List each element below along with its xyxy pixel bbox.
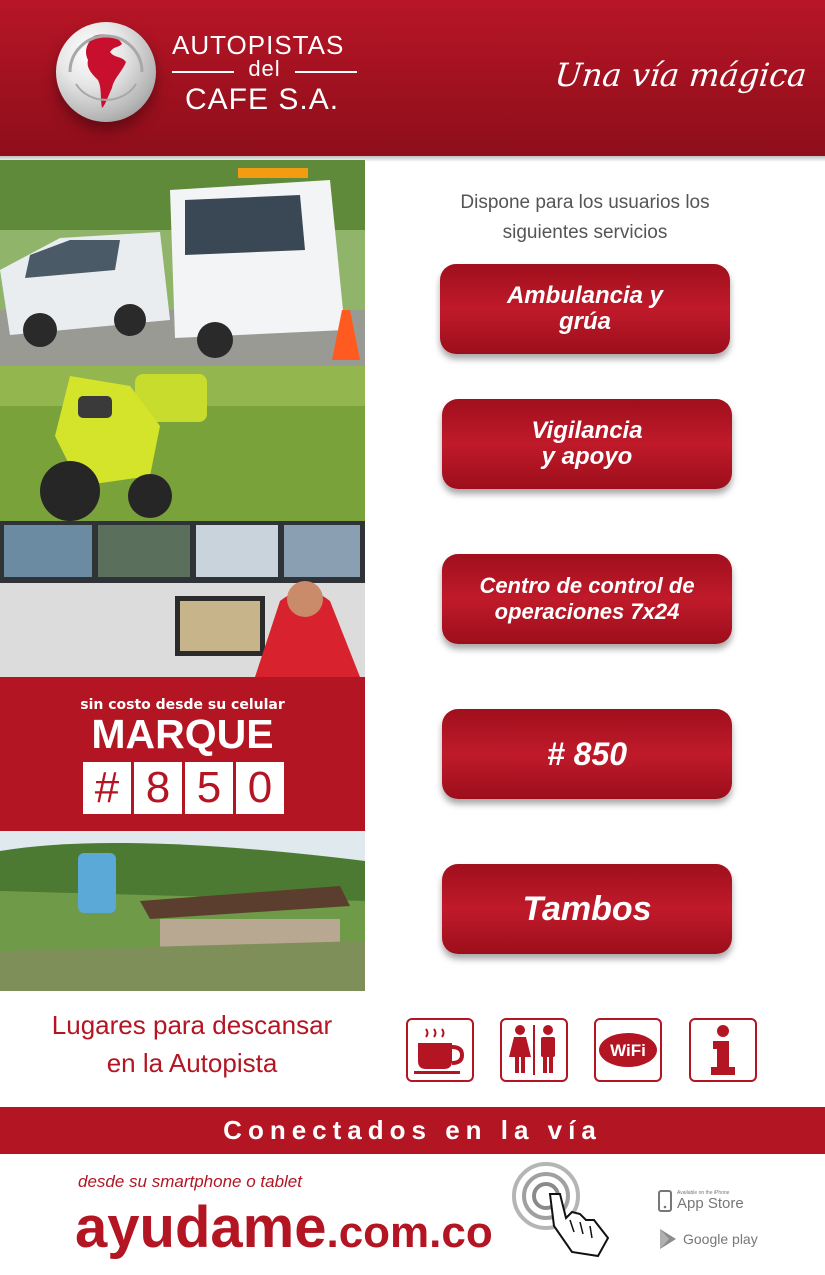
phone-digit: 0 xyxy=(236,762,284,814)
app-store-label: App Store xyxy=(677,1195,744,1212)
service-button-ambulance[interactable] xyxy=(440,264,730,354)
marque-panel xyxy=(0,677,365,831)
info-icon xyxy=(689,1018,757,1082)
photo-patrol-motorcycle xyxy=(0,366,365,521)
wifi-icon xyxy=(594,1018,662,1082)
service-label: # 850 xyxy=(546,736,628,772)
marque-subtitle: sin costo desde su celular xyxy=(80,697,285,713)
touch-hand-icon xyxy=(510,1160,620,1264)
coffee-cup-icon xyxy=(406,1018,474,1082)
services-intro-line1: Dispone para los usuarios los xyxy=(460,192,710,213)
service-label-line1: Centro de control de xyxy=(479,573,695,598)
service-label-line2: y apoyo xyxy=(541,443,633,470)
rest-area-text xyxy=(22,1006,362,1082)
brand-rule-right xyxy=(295,71,357,73)
website-link[interactable] xyxy=(75,1194,493,1261)
app-store-badge[interactable] xyxy=(658,1190,744,1212)
services-intro xyxy=(420,188,750,248)
service-button-surveillance[interactable] xyxy=(442,399,732,489)
photo-service-vehicles xyxy=(0,160,365,366)
phone-digit: 5 xyxy=(185,762,233,814)
connected-banner: Conectados en la vía xyxy=(0,1107,825,1154)
website-name: ayudame xyxy=(75,1195,327,1260)
brand-connector: del xyxy=(248,56,281,81)
service-label: Tambos xyxy=(522,890,652,928)
slogan: Una vía mágica xyxy=(553,56,809,94)
marque-title: MARQUE xyxy=(91,711,274,757)
brand-company: CAFE S.A. xyxy=(185,83,340,116)
wifi-label: WiFi xyxy=(610,1041,646,1060)
footer-subtitle: desde su smartphone o tablet xyxy=(78,1172,302,1191)
brand-name: AUTOPISTAS xyxy=(172,30,345,60)
header-banner xyxy=(0,0,825,156)
photo-control-center xyxy=(0,521,365,677)
phone-digit: # xyxy=(83,762,131,814)
rest-area-line2: en la Autopista xyxy=(106,1048,278,1078)
phone-digit: 8 xyxy=(134,762,182,814)
service-label-line1: Vigilancia xyxy=(531,417,643,444)
website-domain: .com.co xyxy=(326,1208,493,1257)
service-label-line2: operaciones 7x24 xyxy=(494,599,680,624)
photo-rest-area-tambo xyxy=(0,831,365,991)
globe-logo-icon xyxy=(56,22,156,122)
service-button-tambos[interactable] xyxy=(442,864,732,954)
google-play-badge[interactable] xyxy=(658,1228,758,1250)
service-button-850[interactable] xyxy=(442,709,732,799)
app-store-caption: Available on the iPhone xyxy=(677,1190,730,1196)
google-play-label: Google play xyxy=(683,1231,758,1247)
google-play-icon xyxy=(658,1228,678,1250)
service-label-line2: grúa xyxy=(558,308,611,335)
service-button-control-center[interactable] xyxy=(442,554,732,644)
services-intro-line2: siguientes servicios xyxy=(502,222,668,243)
phone-digits xyxy=(83,762,284,814)
restroom-icon xyxy=(500,1018,568,1082)
service-label-line1: Ambulancia y xyxy=(506,282,664,309)
phone-icon xyxy=(658,1190,672,1212)
rest-area-line1: Lugares para descansar xyxy=(51,1010,333,1040)
